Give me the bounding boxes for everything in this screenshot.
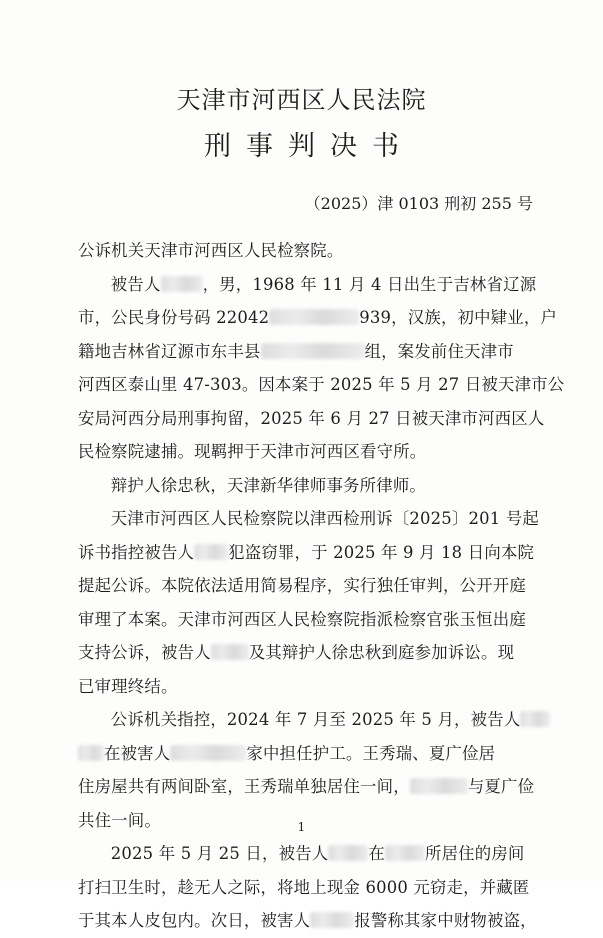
text-line: 安局河西分局刑事拘留，2025 年 6 月 27 日被天津市河西区人 bbox=[78, 408, 545, 428]
paragraph-prosecution-allegation bbox=[78, 703, 540, 837]
paragraph-defendant-info bbox=[78, 268, 565, 469]
text-line: 提起公诉。本院依法适用简易程序，实行独任审判，公开开庭 bbox=[78, 576, 526, 595]
text-line: 辩护人徐忠秋，天津新华律师事务所律师。 bbox=[110, 475, 427, 495]
text-line: 天津市河西区人民检察院以津西检刑诉〔2025〕201 号起 bbox=[110, 509, 540, 528]
text-line: 已审理终结。 bbox=[78, 676, 178, 696]
text-line: 共住一间。 bbox=[78, 810, 161, 830]
text-line: 市，公民身份号码 22042 939，汉族，初中肄业，户 bbox=[78, 308, 558, 327]
text-line: 审理了本案。天津市河西区人民检察院指派检察官张玉恒出庭 bbox=[78, 609, 526, 629]
paragraph-prosecutor bbox=[78, 234, 540, 268]
text-line: 公诉机关天津市河西区人民检察院。 bbox=[78, 241, 344, 260]
text-line: 于其本人皮包内。次日，被害人 报警称其家中财物被盗， bbox=[78, 911, 537, 930]
court-name: 天津市河西区人民法院 bbox=[176, 86, 427, 114]
redacted-names bbox=[170, 745, 246, 761]
redacted-id-number bbox=[269, 309, 359, 325]
redacted-name bbox=[410, 778, 468, 794]
text-line: 籍地吉林省辽源市东丰县 组，案发前住天津市 bbox=[78, 341, 514, 361]
text-line: 住房屋共有两间卧室，王秀瑞单独居住一间， 与夏广俭 bbox=[78, 777, 535, 796]
redacted-name bbox=[385, 845, 425, 861]
text-line: 公诉机关指控，2024 年 7 月至 2025 年 5 月，被告人 bbox=[78, 703, 540, 737]
redacted-name bbox=[194, 544, 228, 560]
redacted-name bbox=[211, 644, 249, 660]
text-line: 诉书指控被告人 犯盗窃罪，于 2025 年 9 月 18 日向本院 bbox=[78, 542, 535, 562]
case-number: （2025）津 0103 刑初 255 号 bbox=[304, 194, 533, 213]
redacted-name bbox=[78, 745, 104, 761]
paragraph-procedure bbox=[78, 502, 540, 703]
redacted-name bbox=[161, 276, 203, 292]
paragraph-facts bbox=[78, 837, 540, 938]
redacted-address bbox=[261, 343, 365, 359]
page-number: 1 bbox=[297, 820, 306, 834]
text-line: 2025 年 5 月 25 日，被告人 在 所居住的房间 bbox=[110, 844, 525, 863]
redacted-name bbox=[520, 711, 550, 727]
text-line: 民检察院逮捕。现羁押于天津市河西区看守所。 bbox=[78, 442, 427, 461]
text-line: 河西区泰山里 47-303。因本案于 2025 年 5 月 27 日被天津市公 bbox=[78, 375, 565, 394]
text-line: 支持公诉，被告人 及其辩护人徐忠秋到庭参加诉讼。现 bbox=[78, 643, 515, 662]
text-line: 在被害人 家中担任护工。王秀瑞、夏广俭居 bbox=[78, 737, 540, 771]
text-line: 被告人 ，男，1968 年 11 月 4 日出生于吉林省辽源 bbox=[110, 274, 537, 294]
redacted-name bbox=[328, 845, 368, 861]
text-line: 打扫卫生时，趁无人之际，将地上现金 6000 元窃走，并藏匿 bbox=[78, 877, 530, 897]
paragraph-defense-counsel bbox=[78, 469, 540, 503]
redacted-name bbox=[310, 912, 354, 928]
document-type-title: 刑事判决书 bbox=[204, 131, 414, 162]
